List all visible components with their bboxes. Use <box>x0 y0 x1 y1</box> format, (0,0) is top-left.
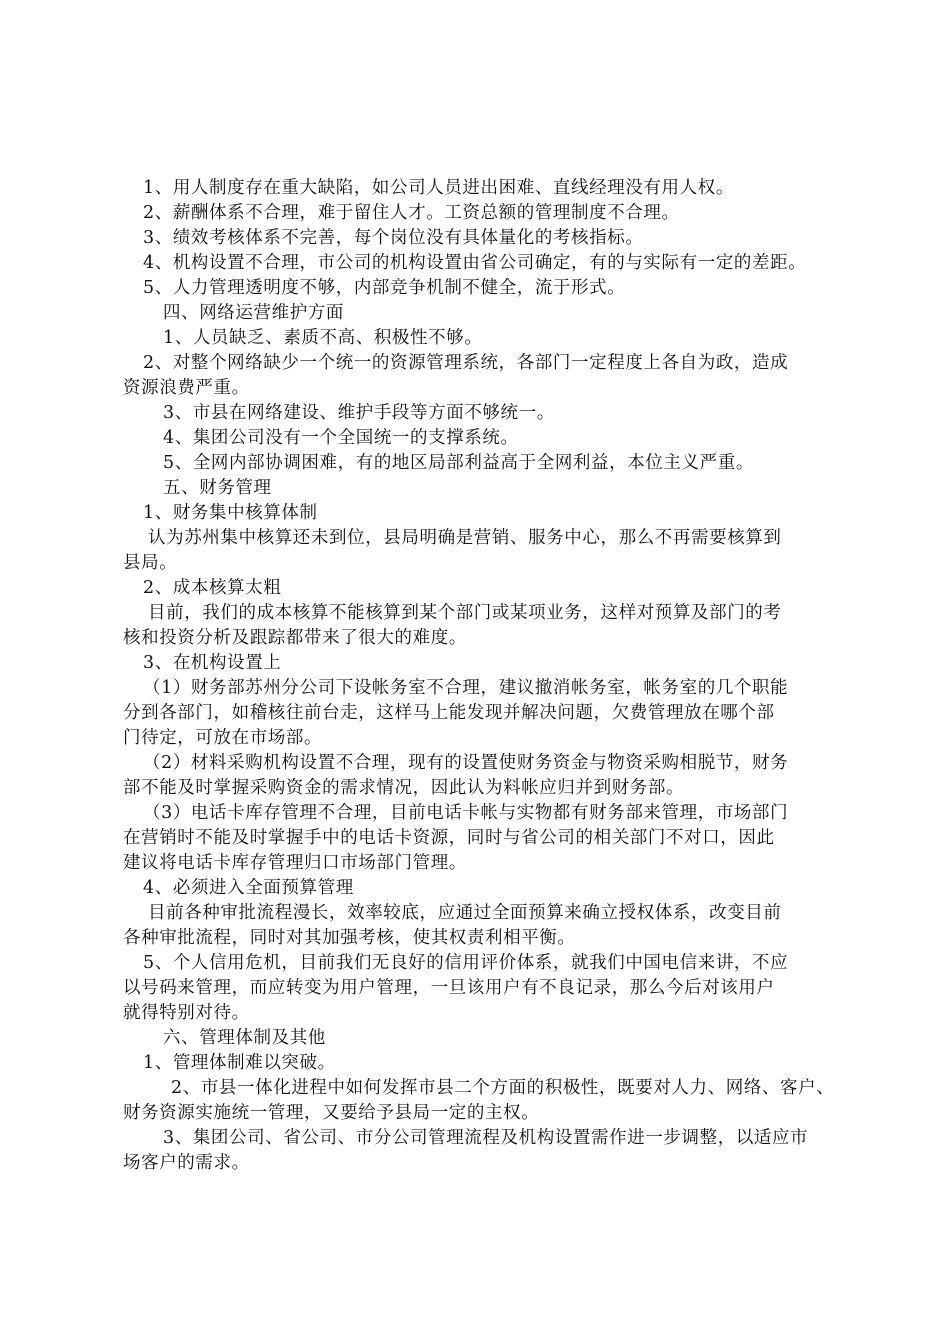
text-line: 在营销时不能及时掌握手中的电话卡资源，同时与省公司的相关部门不对口，因此 <box>123 828 775 848</box>
text-line: 1、用人制度存在重大缺陷，如公司人员进出困难、直线经理没有用人权。 <box>143 178 734 198</box>
text-line: 部不能及时掌握采购资金的需求情况，因此认为料帐应归并到财务部。 <box>123 778 685 798</box>
text-line: 就得特别对待。 <box>123 1003 250 1023</box>
text-line: 4、集团公司没有一个全国统一的支撑系统。 <box>163 428 519 448</box>
text-line: 各种审批流程，同时对其加强考核，使其权责利相平衡。 <box>123 928 576 948</box>
text-line: （1）财务部苏州分公司下设帐务室不合理，建议撤消帐务室，帐务室的几个职能 <box>143 678 789 698</box>
text-line: 财务资源实施统一管理，又要给予县局一定的主权。 <box>123 1103 540 1123</box>
text-line: 4、机构设置不合理，市公司的机构设置由省公司确定，有的与实际有一定的差距。 <box>143 253 807 273</box>
section-heading: 四、网络运营维护方面 <box>163 303 344 323</box>
text-line: 目前，我们的成本核算不能核算到某个部门或某项业务，这样对预算及部门的考 <box>148 603 782 623</box>
text-line: （2）材料采购机构设置不合理，现有的设置使财务资金与物资采购相脱节，财务 <box>143 753 789 773</box>
subsection-heading: 2、成本核算太粗 <box>143 578 282 598</box>
text-line: 目前各种审批流程漫长，效率较底，应通过全面预算来确立授权体系，改变目前 <box>148 903 782 923</box>
text-line: 3、市县在网络建设、维护手段等方面不够统一。 <box>163 403 555 423</box>
text-line: 5、人力管理透明度不够，内部竞争机制不健全，流于形式。 <box>143 278 626 298</box>
text-line: 2、市县一体化进程中如何发挥市县二个方面的积极性，既要对人力、网络、客户、 <box>171 1078 835 1098</box>
text-line: 2、薪酬体系不合理，难于留住人才。工资总额的管理制度不合理。 <box>143 203 680 223</box>
text-line: 门待定，可放在市场部。 <box>123 728 323 748</box>
text-line: 3、集团公司、省公司、市分公司管理流程及机构设置需作进一步调整，以适应市 <box>163 1128 809 1148</box>
text-line: 认为苏州集中核算还未到位，县局明确是营销、服务中心，那么不再需要核算到 <box>148 528 782 548</box>
subsection-heading: 3、在机构设置上 <box>143 653 282 673</box>
subsection-heading: 1、财务集中核算体制 <box>143 503 318 523</box>
text-line: （3）电话卡库存管理不合理，目前电话卡帐与实物都有财务部来管理，市场部门 <box>143 803 789 823</box>
text-line: 场客户的需求。 <box>123 1153 250 1173</box>
text-line: 5、全网内部协调困难，有的地区局部利益高于全网利益，本位主义严重。 <box>163 453 754 473</box>
section-heading: 五、财务管理 <box>163 478 272 498</box>
text-line: 以号码来管理，而应转变为用户管理，一旦该用户有不良记录，那么今后对该用户 <box>123 978 775 998</box>
text-line: 分到各部门，如稽核往前台走，这样马上能发现并解决问题，欠费管理放在哪个部 <box>123 703 775 723</box>
text-line: 县局。 <box>123 553 178 573</box>
section-heading: 六、管理体制及其他 <box>163 1028 326 1048</box>
text-line: 核和投资分析及跟踪都带来了很大的难度。 <box>123 628 467 648</box>
text-line: 1、人员缺乏、素质不高、积极性不够。 <box>163 328 483 348</box>
text-line: 资源浪费严重。 <box>123 378 250 398</box>
text-line: 3、绩效考核体系不完善，每个岗位没有具体量化的考核指标。 <box>143 228 644 248</box>
text-line: 5、个人信用危机，目前我们无良好的信用评价体系，就我们中国电信来讲，不应 <box>143 953 789 973</box>
text-line: 1、管理体制难以突破。 <box>143 1053 336 1073</box>
text-line: 建议将电话卡库存管理归口市场部门管理。 <box>123 853 467 873</box>
text-line: 2、对整个网络缺少一个统一的资源管理系统，各部门一定程度上各自为政，造成 <box>143 353 789 373</box>
subsection-heading: 4、必须进入全面预算管理 <box>143 878 354 898</box>
